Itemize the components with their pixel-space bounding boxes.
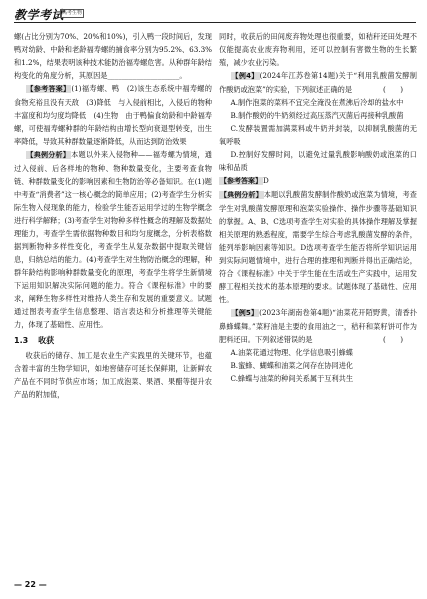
- right-paragraph-1: 同时，收获后的田间废弃物处理也很重要，如秸秆还田处理不仅能提高农业废弃物利用，还可以控制有害微生物的生长繁殖，减少农业污染。: [219, 32, 417, 67]
- right-column: [219, 30, 417, 385]
- answer-tag: 【参考答案】: [26, 85, 71, 93]
- e5-option-a: A.油菜花通过物理、化学信息吸引蜂蝶: [230, 348, 353, 357]
- option-a: A.制作泡菜的菜料不宜完全淹没在煮沸后冷却的盐水中: [230, 98, 404, 107]
- page-number: — 22 —: [14, 580, 47, 589]
- example4-tag: 【例4】: [231, 72, 259, 80]
- section-number: 1.3: [14, 336, 29, 345]
- brand-title: 教学考试: [14, 8, 65, 22]
- example5-answer-paren: ( ): [383, 335, 403, 344]
- brand-subtitle: 高考生物: [62, 10, 83, 16]
- example4-answer-paren: ( ): [383, 85, 403, 94]
- header-rule: [14, 22, 416, 23]
- answer-text-right: D: [263, 176, 269, 185]
- analysis-text: 本题以外来入侵物种——福寿螺为情境，通过入侵前、后各样地的物种、物种数量变化，主要考查食物链、种群数量变化的影响因素和生物防治等必备知识。在(1)题中考查“消费者”这一核心概念的简单应用；(2)考查学生分析实际生物入侵现象的能力，检验学生能否运用学过的生物学概念进行科学解释；(3)考查学生对物种多样性概念的理解及数据处理能力，考查学生需依据物种数目和均匀度概念，分析表格数据判断物种多样性变化，考查学生从复杂数据中提取关键信息，归纳总结的能力。(4)考查学生对生物防治概念的理解，种群年龄结构影响种群数量变化的原理，考查学生将学生新情境下运用知识解决实际问题的能力。符合《课程标准》中的要求，阐释生物多样性对维持人类生存和发展的重要意义。试题通过图表考查学生信息整理、语言表达和分析推理等关键能力，体现了基础性、应用性。: [14, 150, 212, 329]
- right-analysis: [219, 188, 417, 306]
- option-c: C.发酵装置需加满菜料或牛奶并封装，以抑制乳酸菌的无氧呼吸: [219, 124, 417, 146]
- e5-option-b: B.蜜蜂、蝴蝶和油菜之间存在协同进化: [230, 361, 354, 370]
- right-answer: [219, 174, 417, 188]
- analysis-tag-right: 【典例分析】: [220, 191, 263, 199]
- left-paragraph-1: 螺(占比分别为70%、20%和10%)，引入鸭一段时间后，发现鸭对幼龄、中龄和老龄福寿螺的捕食率分别为95.2%、63.3%和1.2%，结果表明该种技术能防治福寿螺危害。从种群年龄结构变化的角度分析，其原因是____________________。: [14, 32, 212, 80]
- e5-option-c: C.蜂蝶与油菜的种间关系属于互利共生: [230, 374, 354, 383]
- example-4: [219, 69, 417, 96]
- analysis-tag: 【典例分析】: [26, 151, 71, 159]
- option-b: B.制作酸奶的牛奶须经过高压蒸汽灭菌后再接种乳酸菌: [230, 111, 404, 120]
- answer-tag-right: 【参考答案】: [220, 177, 262, 185]
- left-answer: [14, 82, 212, 148]
- example5-stem: (2023年湖南卷第4题)“油菜花开陌野黄，清香扑鼻蜂蝶舞。”菜籽油是主要的食用油之一，秸秆和菜籽饼可作为肥料还田。下列叙述错误的是: [219, 308, 418, 344]
- section-heading: [14, 334, 212, 347]
- page-header: [14, 6, 414, 22]
- answer-text: (1)福寿螺、鸭 (2)该生态系统中福寿螺的食物充裕且没有天敌 (3)降低 与入侵前相比，入侵后的物种丰富度和均匀度均降低 (4)生物 由于鸭偏食幼龄和中龄福寿螺，可使福寿螺种群的年龄结构由增长型向衰退型转变，出生率降低，导致其种群数量逐渐降低，从而达到防治效果: [14, 84, 212, 146]
- left-analysis: [14, 148, 212, 331]
- example4-stem: (2024年江苏卷第14题)关于“利用乳酸菌发酵制作酸奶或泡菜”的实验，下列叙述正确的是: [219, 71, 417, 94]
- left-column: [14, 30, 212, 401]
- example-5: [219, 306, 417, 346]
- option-d: D.控制好发酵时间，以避免过量乳酸影响酸奶或泡菜的口味和品质: [219, 150, 417, 172]
- analysis-text-right: 本题以乳酸菌发酵制作酸奶或泡菜为情境，考查学生对乳酸菌发酵原理和泡菜实验操作、操作步骤等基础知识的掌握。A、B、C选项考查学生对实验的具体操作理解及掌握相关原理的熟悉程度，需要学生综合考虑乳酸菌发酵的条件，能列举影响因素等知识。D选项考查学生能否将所学知识运用到实际问题情境中，进行合理的推理和判断并得出正确结论，符合《课程标准》中关于学生能在生活或生产实践中，运用发酵工程相关技术的基本原理的要求。试题体现了基础性、应用性。: [219, 190, 417, 304]
- left-paragraph-last: 收获后的储存、加工是农业生产实践里的关键环节，也蕴含着丰富的生物学知识，如地窖储存可延长保鲜期，让新鲜农产品在不同时节供应市场；加工成泡菜、果酒、果醋等提升农产品的附加值，: [14, 351, 212, 399]
- example5-tag: 【例5】: [231, 309, 259, 317]
- section-title: 收获: [38, 336, 55, 345]
